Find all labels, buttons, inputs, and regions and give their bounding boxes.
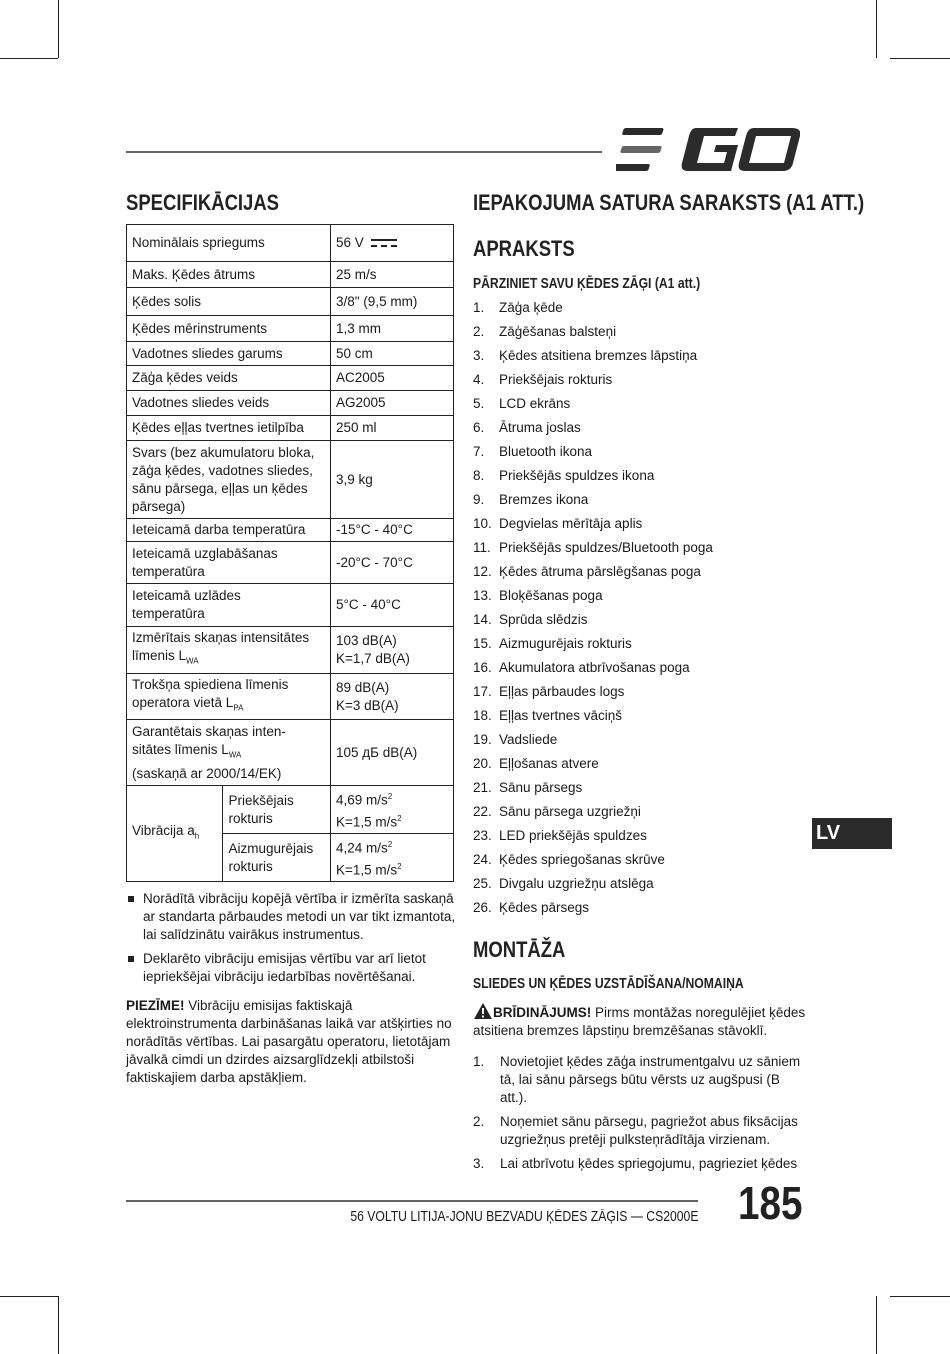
- item-number: 11.: [473, 540, 491, 555]
- list-item: [473, 346, 813, 370]
- spec-label: Vadotnes sliedes garums: [127, 342, 331, 366]
- table-row: [127, 391, 454, 416]
- item-number: 25.: [473, 876, 492, 891]
- list-item: [473, 394, 813, 418]
- list-item: [473, 1155, 808, 1173]
- spec-value: 103 dB(A) K=1,7 dB(A): [331, 627, 454, 674]
- list-item: [473, 418, 813, 442]
- list-item: [473, 634, 813, 658]
- item-label: Priekšējās spuldzes/Bluetooth poga: [499, 540, 713, 555]
- step-number: 1.: [473, 1054, 485, 1069]
- item-number: 3.: [473, 348, 485, 363]
- list-item: [473, 586, 813, 610]
- spec-label: Izmērītais skaņas intensitātes līmenis $L_{WA}$: [127, 627, 331, 674]
- table-row: [127, 225, 454, 262]
- item-label: Akumulatora atbrīvošanas poga: [499, 660, 690, 675]
- spec-label: Ieteicamā uzglabāšanas temperatūra: [127, 542, 331, 584]
- list-item: [473, 682, 813, 706]
- spec-value: 5°C - 40°C: [331, 584, 454, 627]
- spec-label: Ieteicamā uzlādes temperatūra: [127, 584, 331, 627]
- step-text: Noņemiet sānu pārsegu, pagriežot abus fiksācijas uzgriežņus pretēji pulksteņrādītāja virzienam.: [500, 1114, 798, 1147]
- item-number: 15.: [473, 636, 492, 651]
- bullet-item: Norādītā vibrāciju kopējā vērtība ir izmērīta saskaņā ar standarta pārbaudes metodi un var tikt izmantota, lai salīdzinātu vairākus instrumentus.: [126, 890, 456, 944]
- warning-text: Pirms montāžas noregulējiet ķēdes atsitiena bremzes lāpstiņu bremzēšanas stāvoklī.: [473, 1005, 806, 1038]
- spec-value: 25 m/s: [331, 262, 454, 288]
- list-item: [473, 706, 813, 730]
- crop-mark: [58, 1296, 59, 1354]
- item-label: Sprūda slēdzis: [499, 612, 588, 627]
- table-row: [127, 262, 454, 288]
- list-item: [473, 442, 813, 466]
- spec-value: 105 дБ dB(A): [331, 720, 454, 786]
- note-paragraph: [126, 997, 456, 1087]
- item-number: 24.: [473, 852, 492, 867]
- spec-label: Garantētais skaņas inten- sitātes līmenis $L_{WA}$ (saskaņā ar 2000/14/EK): [127, 720, 331, 786]
- spec-value: 56 V: [331, 225, 454, 262]
- item-label: Eļļas tvertnes vāciņš: [499, 708, 623, 723]
- spec-value: -15°C - 40°C: [331, 519, 454, 542]
- item-label: Degvielas mērītāja aplis: [499, 516, 643, 531]
- item-label: LCD ekrāns: [499, 396, 571, 411]
- list-item: [473, 514, 813, 538]
- spec-label: Ķēdes solis: [127, 288, 331, 316]
- spec-value: 1,3 mm: [331, 316, 454, 342]
- spec-value: 50 cm: [331, 342, 454, 366]
- item-number: 16.: [473, 660, 492, 675]
- spec-label: Zāģa ķēdes veids: [127, 366, 331, 391]
- table-row: [127, 441, 454, 519]
- item-number: 1.: [473, 300, 485, 315]
- specifications-table: [126, 224, 454, 882]
- table-row: [127, 519, 454, 542]
- list-item: [473, 1053, 808, 1107]
- step-text: Lai atbrīvotu ķēdes spriegojumu, pagrieziet ķēdes: [500, 1156, 798, 1171]
- item-label: Ķēdes ātruma pārslēgšanas poga: [499, 564, 701, 579]
- specifications-title: SPECIFIKĀCIJAS: [126, 190, 280, 215]
- vibration-front-value: 4,69 $m/s^2$ K=1,5 $m/s^2$: [331, 786, 454, 834]
- item-number: 21.: [473, 780, 492, 795]
- list-item: [473, 610, 813, 634]
- note-text: Vibrāciju emisijas faktiskajā elektroinstrumenta darbināšanas laikā var atšķirties no norādītās vērtības. Lai pasargātu operatoru, lietotājam jāvalkā cimdi un dzirdes aizsarglīdzekļi atbilstoši faktiskajiem darba apstākļiem.: [126, 998, 452, 1085]
- list-item: [473, 874, 813, 898]
- spec-label: Ķēdes eļļas tvertnes ietilpība: [127, 416, 331, 441]
- item-label: Bremzes ikona: [499, 492, 589, 507]
- item-number: 7.: [473, 444, 485, 459]
- item-label: Sānu pārsega uzgriežņi: [499, 804, 641, 819]
- table-row: [127, 342, 454, 366]
- list-item: [473, 778, 813, 802]
- crop-mark: [58, 0, 59, 58]
- table-row: [127, 366, 454, 391]
- step-number: 3.: [473, 1156, 485, 1171]
- vibration-rear-label: Aizmugurējais rokturis: [223, 834, 331, 882]
- language-tab: LV: [812, 818, 892, 849]
- crop-mark: [0, 1296, 58, 1297]
- item-label: Ķēdes spriegošanas skrūve: [499, 852, 665, 867]
- item-label: Bluetooth ikona: [499, 444, 593, 459]
- bullet-square-icon: [128, 956, 134, 962]
- crop-mark: [876, 1296, 877, 1354]
- item-label: Vadsliede: [499, 732, 558, 747]
- item-number: 8.: [473, 468, 485, 483]
- item-number: 2.: [473, 324, 485, 339]
- item-number: 13.: [473, 588, 492, 603]
- bullet-square-icon: [128, 896, 134, 902]
- item-number: 14.: [473, 612, 492, 627]
- table-row: [127, 673, 454, 720]
- item-label: Aizmugurējais rokturis: [499, 636, 632, 651]
- item-label: LED priekšējās spuldzes: [499, 828, 647, 843]
- header-rule: [126, 151, 602, 153]
- list-item: [473, 538, 813, 562]
- item-number: 23.: [473, 828, 492, 843]
- assembly-steps: [473, 1053, 808, 1179]
- spec-label: Svars (bez akumulatoru bloka, zāģa ķēdes, vadotnes sliedes, sānu pārsega, eļļas un ķēdes pārsega): [127, 441, 331, 519]
- spec-value: 89 dB(A) K=3 dB(A): [331, 673, 454, 720]
- item-number: 20.: [473, 756, 492, 771]
- item-number: 9.: [473, 492, 485, 507]
- description-title: APRAKSTS: [473, 236, 575, 261]
- spec-value: AC2005: [331, 366, 454, 391]
- item-number: 12.: [473, 564, 492, 579]
- spec-label: Vadotnes sliedes veids: [127, 391, 331, 416]
- list-item: [473, 1113, 808, 1149]
- table-row: [127, 416, 454, 441]
- item-label: Ķēdes atsitiena bremzes lāpstiņa: [499, 348, 698, 363]
- package-contents-title: IEPAKOJUMA SATURA SARAKSTS (A1 ATT.): [473, 190, 865, 215]
- table-row: [127, 288, 454, 316]
- warning-paragraph: [473, 1002, 808, 1040]
- table-row: [127, 786, 454, 834]
- vibration-label: Vibrācija $a_h$: [127, 786, 223, 882]
- list-item: [473, 562, 813, 586]
- list-item: [473, 466, 813, 490]
- spec-value: 3/8" (9,5 mm): [331, 288, 454, 316]
- step-text: Novietojiet ķēdes zāģa instrumentgalvu uz sāniem tā, lai sānu pārsegs būtu vērsts uz augšpusi (B att.).: [500, 1054, 801, 1105]
- spec-value: -20°C - 70°C: [331, 542, 454, 584]
- item-number: 4.: [473, 372, 485, 387]
- item-number: 19.: [473, 732, 492, 747]
- list-item: [473, 898, 813, 922]
- crop-mark: [890, 1296, 950, 1297]
- item-label: Ķēdes pārsegs: [499, 900, 590, 915]
- crop-mark: [0, 58, 58, 59]
- assembly-title: MONTĀŽA: [473, 937, 566, 962]
- item-label: Priekšējais rokturis: [499, 372, 613, 387]
- item-number: 18.: [473, 708, 492, 723]
- list-item: [473, 850, 813, 874]
- list-item: [473, 730, 813, 754]
- note-label: PIEZĪME!: [126, 998, 185, 1013]
- list-item: [473, 322, 813, 346]
- bullet-item: Deklarēto vibrāciju emisijas vērtību var arī lietot iepriekšējai vibrāciju iedarbības novērtēšanai.: [126, 950, 456, 986]
- item-label: Divgalu uzgriežņu atslēga: [499, 876, 654, 891]
- list-item: [473, 490, 813, 514]
- spec-value: 3,9 kg: [331, 441, 454, 519]
- step-number: 2.: [473, 1114, 485, 1129]
- ego-logo: [616, 128, 800, 172]
- item-number: 22.: [473, 804, 492, 819]
- item-label: Zāģēšanas balsteņi: [499, 324, 617, 339]
- item-number: 17.: [473, 684, 492, 699]
- vibration-rear-value: 4,24 $m/s^2$ K=1,5 $m/s^2$: [331, 834, 454, 882]
- item-label: Ātruma joslas: [499, 420, 581, 435]
- spec-label: Nominālais spriegums: [127, 225, 331, 262]
- spec-label: Ķēdes mērinstruments: [127, 316, 331, 342]
- spec-label: Trokšņa spiediena līmenis operatora vietā $L_{PA}$: [127, 673, 331, 720]
- item-label: Eļļas pārbaudes logs: [499, 684, 625, 699]
- item-label: Zāģa ķēde: [499, 300, 563, 315]
- list-item: [473, 802, 813, 826]
- page-number: 185: [738, 1177, 803, 1229]
- item-label: Sānu pārsegs: [499, 780, 583, 795]
- warning-triangle-icon: [473, 1002, 493, 1020]
- vibration-front-label: Priekšējais rokturis: [223, 786, 331, 834]
- know-your-saw-subtitle: PĀRZINIET SAVU ĶĒDES ZĀĢI (A1 att.): [473, 276, 701, 292]
- spec-label: Ieteicamā darba temperatūra: [127, 519, 331, 542]
- footer-rule: [126, 1200, 698, 1202]
- table-row: [127, 584, 454, 627]
- crop-mark: [876, 0, 877, 58]
- item-number: 10.: [473, 516, 492, 531]
- footer-text: 56 VOLTU LITIJA-JONU BEZVADU ĶĒDES ZĀĢIS — CS2000E: [349, 1209, 698, 1225]
- parts-list: [473, 298, 813, 922]
- warning-label: BRĪDINĀJUMS!: [493, 1005, 592, 1020]
- list-item: [473, 826, 813, 850]
- item-label: Bloķēšanas poga: [499, 588, 603, 603]
- list-item: [473, 370, 813, 394]
- item-label: Eļļošanas atvere: [499, 756, 599, 771]
- list-item: [473, 658, 813, 682]
- item-number: 26.: [473, 900, 492, 915]
- crop-mark: [890, 58, 950, 59]
- item-label: Priekšējās spuldzes ikona: [499, 468, 655, 483]
- spec-value: AG2005: [331, 391, 454, 416]
- table-row: [127, 542, 454, 584]
- spec-label: Maks. Ķēdes ātrums: [127, 262, 331, 288]
- list-item: [473, 298, 813, 322]
- item-number: 5.: [473, 396, 485, 411]
- dc-symbol-icon: [371, 238, 397, 248]
- table-row: [127, 316, 454, 342]
- table-row: [127, 720, 454, 786]
- list-item: [473, 754, 813, 778]
- item-number: 6.: [473, 420, 485, 435]
- assembly-subtitle: SLIEDES UN ĶĒDES UZSTĀDĪŠANA/NOMAIŅA: [473, 976, 744, 992]
- table-row: [127, 627, 454, 674]
- spec-value: 250 ml: [331, 416, 454, 441]
